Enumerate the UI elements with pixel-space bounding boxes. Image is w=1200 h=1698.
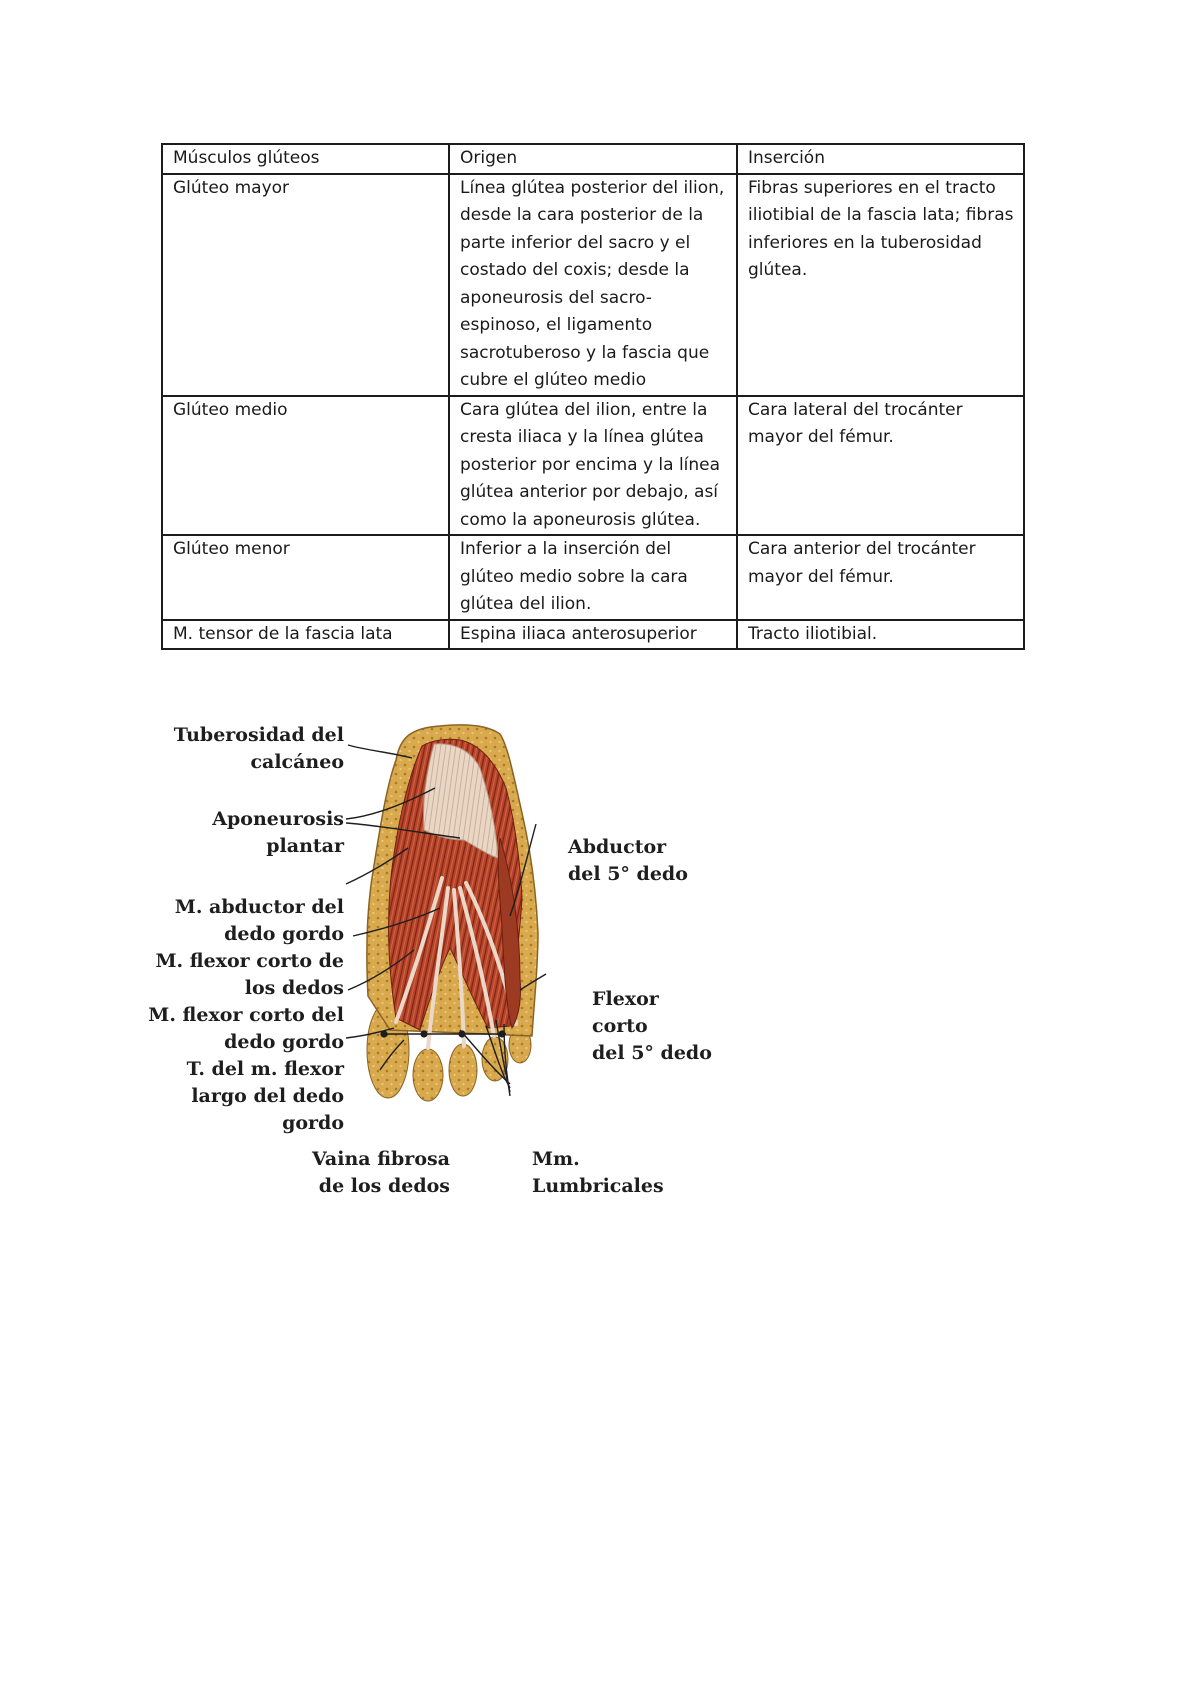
cell-origin: Espina iliaca anterosuperior (449, 620, 737, 650)
label-flexor-digitorum-brevis: M. flexor corto de los dedos (155, 950, 344, 999)
header-insertion: Inserción (737, 144, 1024, 174)
cell-origin: Línea glútea posterior del ilion, desde la cara posterior de la parte inferior del sacro y el costado del coxis; desde la aponeurosis del sacro-espinoso, el ligamento sacrotuberoso y la fascia que cubre el glúteo medio (449, 174, 737, 396)
plantar-foot-muscles-figure (148, 718, 720, 1212)
label-flexor-hallucis-brevis: M. flexor corto del dedo gordo (148, 1004, 344, 1053)
cell-insertion: Tracto iliotibial. (737, 620, 1024, 650)
header-origin: Origen (449, 144, 737, 174)
table-row (162, 396, 1024, 536)
label-calcaneal-tuberosity: Tuberosidad del calcáneo (173, 724, 344, 773)
label-fibrous-sheath: Vaina fibrosa de los dedos (311, 1148, 450, 1197)
table-row (162, 174, 1024, 396)
cell-muscle: Glúteo mayor (162, 174, 449, 396)
table-header-row (162, 144, 1024, 174)
label-abductor-digiti-minimi: Abductor del 5° dedo (568, 836, 688, 885)
cell-origin: Inferior a la inserción del glúteo medio sobre la cara glútea del ilion. (449, 535, 737, 620)
cell-muscle: M. tensor de la fascia lata (162, 620, 449, 650)
header-muscle: Músculos glúteos (162, 144, 449, 174)
gluteal-muscles-table (161, 143, 1025, 650)
label-abductor-hallucis: M. abductor del dedo gordo (174, 896, 344, 945)
table-row (162, 620, 1024, 650)
cell-insertion: Cara anterior del trocánter mayor del fémur. (737, 535, 1024, 620)
cell-muscle: Glúteo medio (162, 396, 449, 536)
label-lumbricals: Mm. Lumbricales (532, 1148, 664, 1197)
label-flexor-digiti-minimi-brevis: Flexor corto del 5° dedo (592, 988, 712, 1064)
table-row (162, 535, 1024, 620)
cell-muscle: Glúteo menor (162, 535, 449, 620)
label-plantar-aponeurosis: Aponeurosis plantar (212, 808, 344, 857)
cell-insertion: Fibras superiores en el tracto iliotibial de la fascia lata; fibras inferiores en la tuberosidad glútea. (737, 174, 1024, 396)
label-flexor-hallucis-longus-tendon: T. del m. flexor largo del dedo gordo (186, 1058, 344, 1134)
cell-origin: Cara glútea del ilion, entre la cresta iliaca y la línea glútea posterior por encima y la línea glútea anterior por debajo, así como la aponeurosis glútea. (449, 396, 737, 536)
cell-insertion: Cara lateral del trocánter mayor del fémur. (737, 396, 1024, 536)
